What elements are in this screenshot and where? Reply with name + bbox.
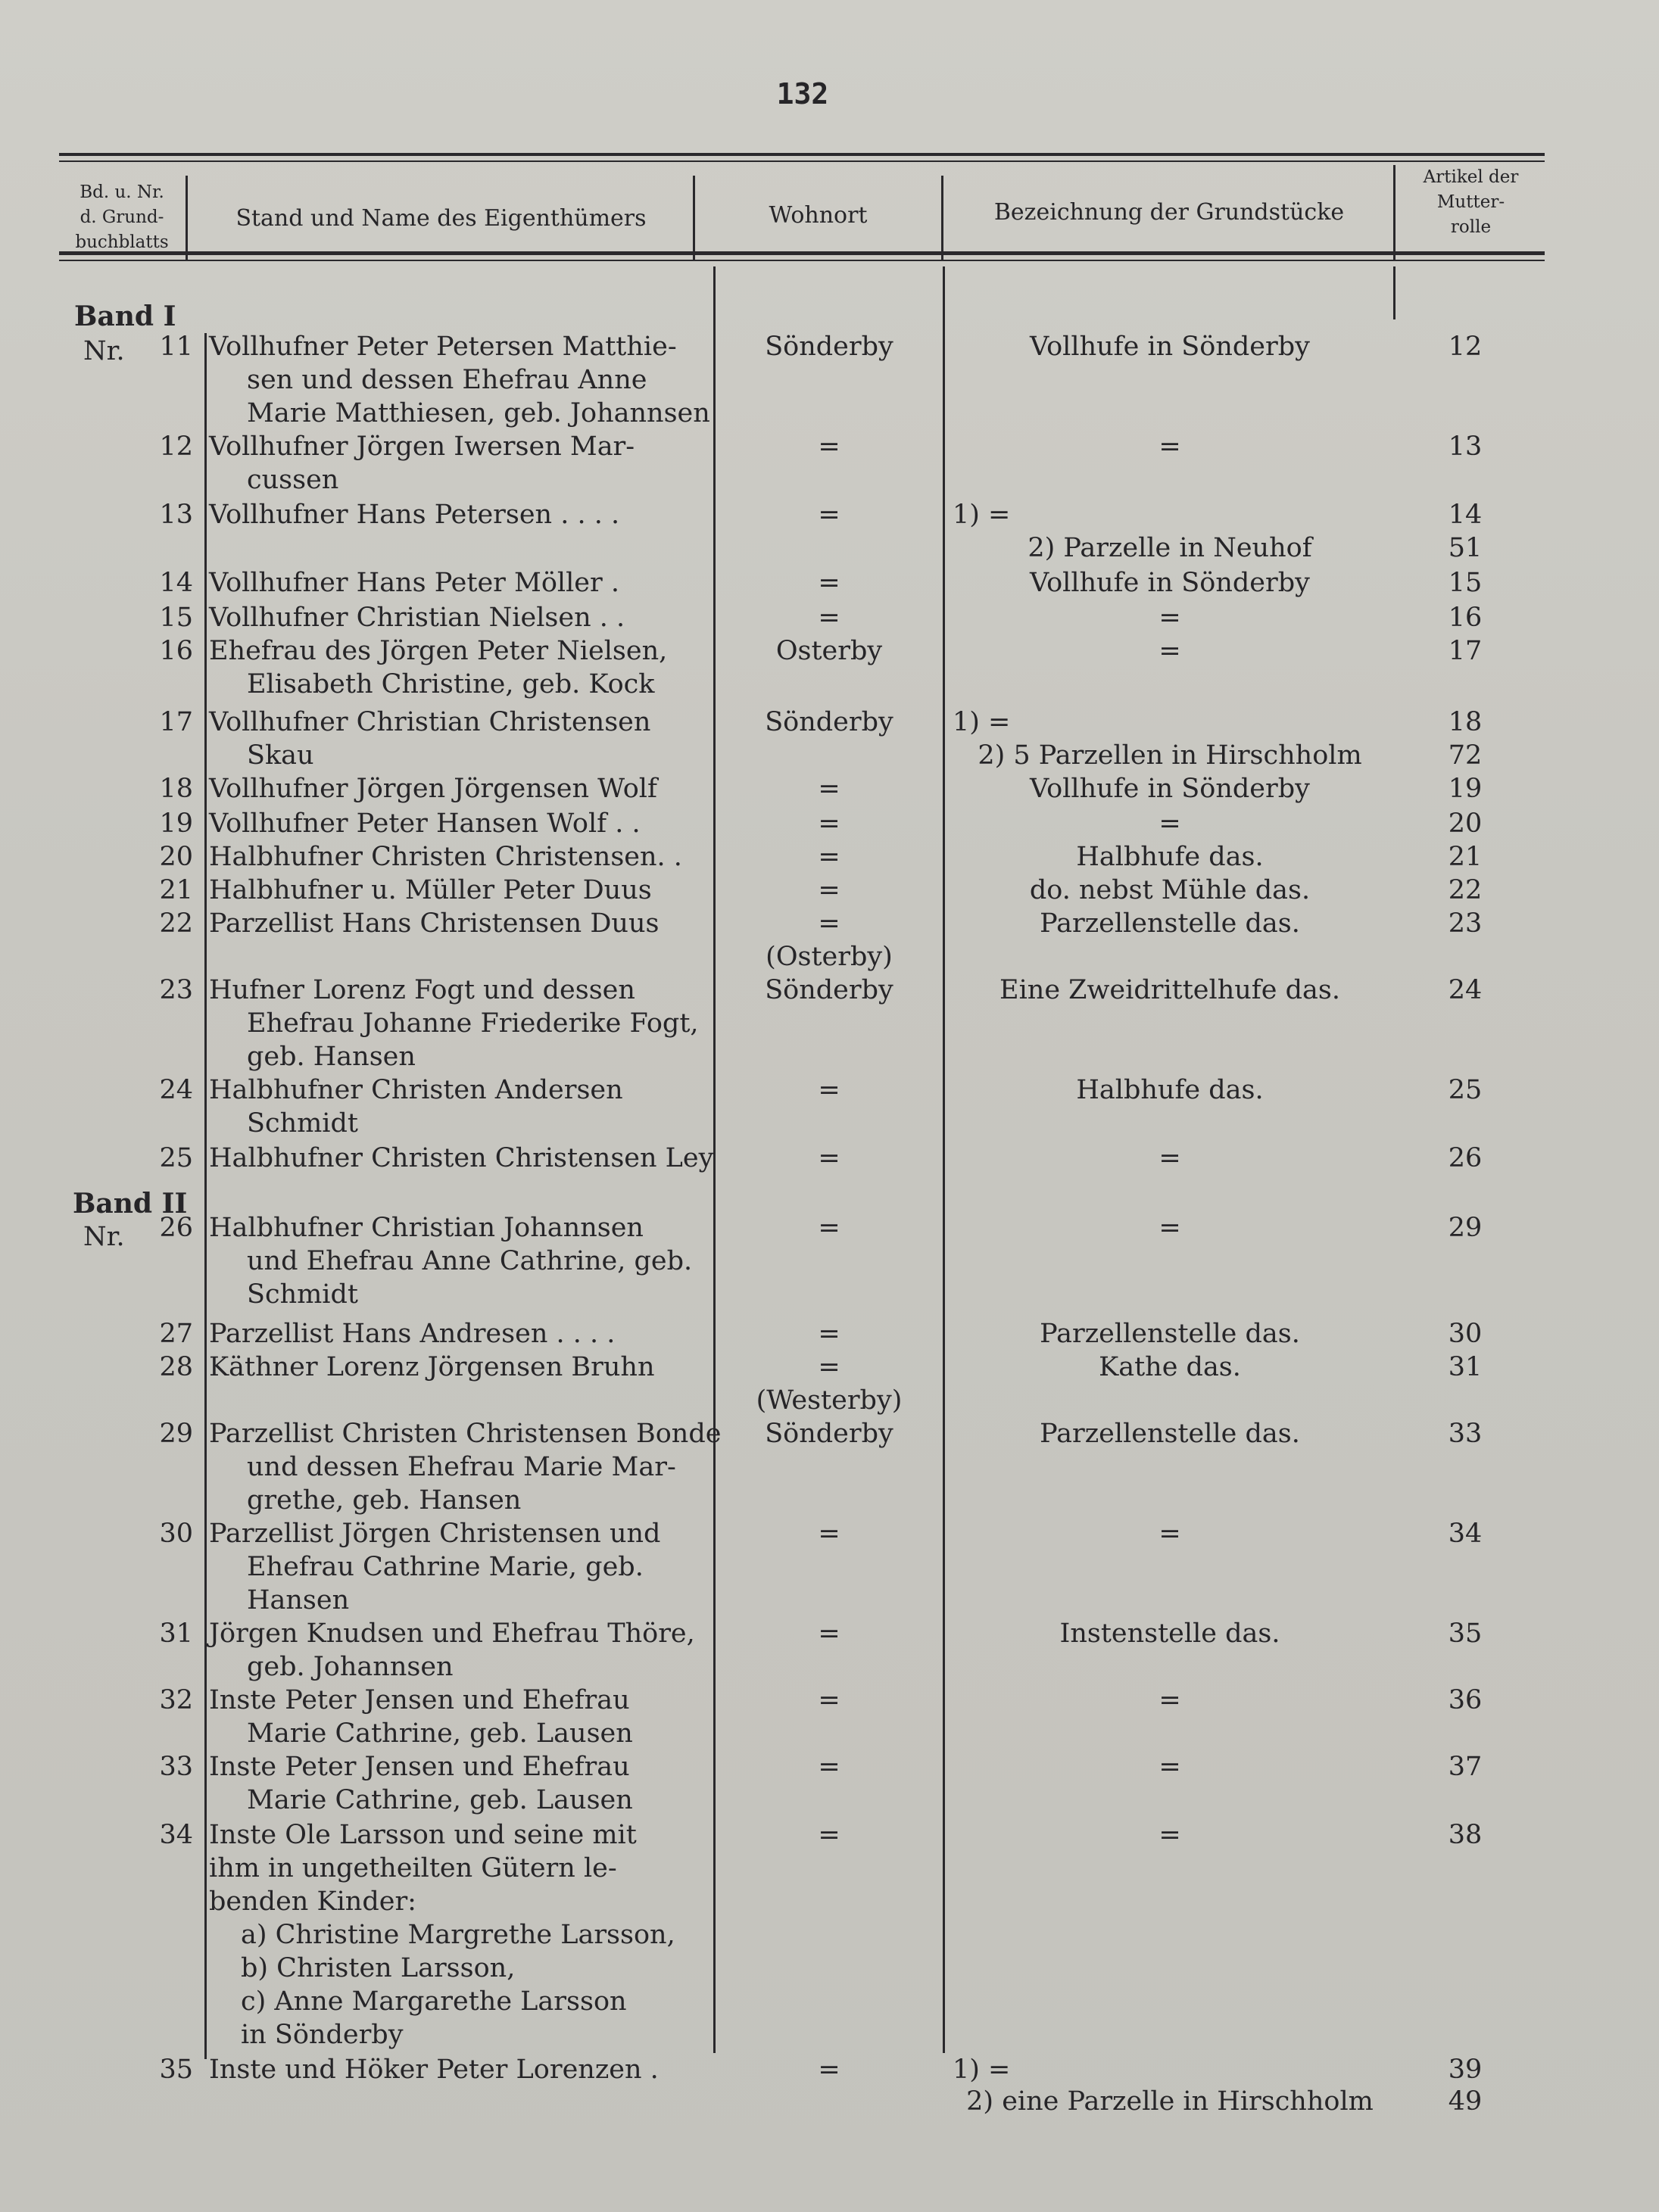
row-number: 28 — [159, 1352, 193, 1382]
property-description: = — [1158, 431, 1181, 462]
row-number: 22 — [159, 908, 193, 939]
article-number: 72 — [1448, 740, 1483, 771]
property-description: Halbhufe das. — [1076, 1075, 1264, 1105]
article-number: 14 — [1448, 500, 1483, 530]
article-number: 37 — [1448, 1752, 1483, 1782]
article-number: 19 — [1448, 774, 1483, 804]
row-number: 23 — [159, 975, 193, 1005]
owner-name-line: Parzellist Jörgen Christensen und — [209, 1519, 661, 1549]
owner-name-line: Vollhufner Christian Christensen — [209, 707, 651, 737]
col-divider — [1393, 266, 1395, 319]
residence: Sönderby — [765, 1419, 893, 1449]
owner-name-line: benden Kinder: — [209, 1886, 416, 1917]
header-residence: Wohnort — [769, 202, 868, 229]
residence: = — [818, 1075, 840, 1105]
article-number: 29 — [1448, 1213, 1483, 1243]
row-number: 13 — [159, 500, 193, 530]
property-description: = — [1158, 1752, 1181, 1782]
owner-name-line: cussen — [247, 465, 339, 495]
top-rule-thin — [59, 160, 1545, 162]
row-number: 26 — [159, 1213, 193, 1243]
residence: = — [818, 842, 840, 872]
article-number: 16 — [1448, 603, 1483, 633]
residence: = — [818, 1213, 840, 1243]
article-number: 39 — [1448, 2055, 1483, 2085]
row-number: 30 — [159, 1519, 193, 1549]
owner-name-line: und dessen Ehefrau Marie Mar- — [247, 1452, 676, 1482]
property-description: Parzellenstelle das. — [1040, 908, 1300, 939]
owner-name-line: Marie Matthiesen, geb. Johannsen — [247, 398, 710, 428]
property-description: = — [1158, 1820, 1181, 1850]
owner-name-line: c) Anne Margarethe Larsson — [241, 1986, 627, 2017]
owner-name-line: Parzellist Christen Christensen Bonde — [209, 1419, 722, 1449]
residence: = — [818, 431, 840, 462]
residence: (Westerby) — [756, 1385, 903, 1416]
property-enumerator: 1) = — [953, 707, 1011, 737]
owner-name-line: Vollhufner Hans Peter Möller . — [209, 568, 620, 598]
row-number: 31 — [159, 1618, 193, 1649]
owner-name-line: Inste Ole Larsson und seine mit — [209, 1820, 637, 1850]
row-number: 33 — [159, 1752, 193, 1782]
article-number: 17 — [1448, 636, 1483, 666]
row-number: 25 — [159, 1143, 193, 1173]
property-description: Parzellenstelle das. — [1040, 1419, 1300, 1449]
residence: = — [818, 568, 840, 598]
article-number: 30 — [1448, 1319, 1483, 1349]
property-description: Halbhufe das. — [1076, 842, 1264, 872]
header-rule-thin — [59, 260, 1545, 261]
owner-name-line: Vollhufner Peter Petersen Matthie- — [209, 332, 677, 362]
property-description: = — [1158, 636, 1181, 666]
property-description: = — [1158, 808, 1181, 839]
row-number: 12 — [159, 431, 193, 462]
article-number: 13 — [1448, 431, 1483, 462]
row-number: 17 — [159, 707, 193, 737]
property-description: do. nebst Mühle das. — [1029, 875, 1311, 905]
owner-name-line: Vollhufner Peter Hansen Wolf . . — [209, 808, 641, 839]
article-number: 49 — [1448, 2086, 1483, 2117]
owner-name-line: Hansen — [247, 1585, 350, 1615]
owner-name-line: Inste und Höker Peter Lorenzen . — [209, 2055, 659, 2085]
owner-name-line: Schmidt — [247, 1108, 358, 1139]
owner-name-line: geb. Hansen — [247, 1042, 416, 1072]
col-divider — [204, 333, 207, 2059]
owner-name-line: Jörgen Knudsen und Ehefrau Thöre, — [209, 1618, 695, 1649]
row-number: 15 — [159, 603, 193, 633]
residence: = — [818, 2055, 840, 2085]
owner-name-line: Vollhufner Jörgen Iwersen Mar- — [209, 431, 635, 462]
property-description: = — [1158, 1519, 1181, 1549]
row-number: 21 — [159, 875, 193, 905]
property-description: Vollhufe in Sönderby — [1030, 568, 1310, 598]
residence: = — [818, 808, 840, 839]
owner-name-line: Halbhufner Christian Johannsen — [209, 1213, 644, 1243]
row-number: 11 — [159, 332, 193, 362]
article-number: 12 — [1448, 332, 1483, 362]
owner-name-line: in Sönderby — [241, 2020, 404, 2050]
residence: Sönderby — [765, 975, 893, 1005]
owner-name-line: Halbhufner Christen Andersen — [209, 1075, 623, 1105]
header-volume: Bd. u. Nr. d. Grund- buchblatts — [75, 182, 169, 252]
article-number: 23 — [1448, 908, 1483, 939]
owner-name-line: a) Christine Margrethe Larsson, — [241, 1920, 675, 1950]
header-rule — [59, 251, 1545, 255]
residence: = — [818, 1618, 840, 1649]
nr-prefix: Nr. — [83, 1222, 125, 1252]
row-number: 20 — [159, 842, 193, 872]
residence: = — [818, 1319, 840, 1349]
col-divider — [1393, 165, 1395, 260]
article-number: 34 — [1448, 1519, 1483, 1549]
owner-name-line: Parzellist Hans Andresen . . . . — [209, 1319, 616, 1349]
col-divider — [941, 176, 943, 260]
owner-name-line: grethe, geb. Hansen — [247, 1485, 522, 1516]
property-description: = — [1158, 1685, 1181, 1715]
article-number: 18 — [1448, 707, 1483, 737]
property-description: 2) Parzelle in Neuhof — [1028, 533, 1312, 563]
owner-name-line: Vollhufner Jörgen Jörgensen Wolf — [209, 774, 657, 804]
owner-name-line: Schmidt — [247, 1279, 358, 1310]
owner-name-line: Marie Cathrine, geb. Lausen — [247, 1718, 633, 1749]
residence: = — [818, 774, 840, 804]
col-divider — [186, 176, 188, 260]
residence: = — [818, 500, 840, 530]
owner-name-line: und Ehefrau Anne Cathrine, geb. — [247, 1246, 693, 1276]
row-number: 32 — [159, 1685, 193, 1715]
residence: = — [818, 1685, 840, 1715]
property-description: Vollhufe in Sönderby — [1030, 332, 1310, 362]
owner-name-line: Vollhufner Hans Petersen . . . . — [209, 500, 620, 530]
row-number: 19 — [159, 808, 193, 839]
article-number: 36 — [1448, 1685, 1483, 1715]
article-number: 38 — [1448, 1820, 1483, 1850]
owner-name-line: Halbhufner u. Müller Peter Duus — [209, 875, 652, 905]
property-enumerator: 1) = — [953, 500, 1011, 530]
property-description: = — [1158, 603, 1181, 633]
property-description: = — [1158, 1143, 1181, 1173]
page-number: 132 — [776, 77, 829, 111]
row-number: 16 — [159, 636, 193, 666]
article-number: 25 — [1448, 1075, 1483, 1105]
residence: = — [818, 875, 840, 905]
owner-name-line: Inste Peter Jensen und Ehefrau — [209, 1685, 630, 1715]
owner-name-line: Ehefrau Johanne Friederike Fogt, — [247, 1008, 699, 1039]
property-description: Vollhufe in Sönderby — [1030, 774, 1310, 804]
owner-name-line: Marie Cathrine, geb. Lausen — [247, 1785, 633, 1815]
owner-name-line: ihm in ungetheilten Gütern le- — [209, 1853, 617, 1883]
residence: (Osterby) — [766, 942, 893, 972]
owner-name-line: Käthner Lorenz Jörgensen Bruhn — [209, 1352, 655, 1382]
residence: Sönderby — [765, 707, 893, 737]
property-description: Eine Zweidrittelhufe das. — [999, 975, 1340, 1005]
residence: = — [818, 1820, 840, 1850]
owner-name-line: Halbhufner Christen Christensen. . — [209, 842, 682, 872]
property-description: 2) eine Parzelle in Hirschholm — [966, 2086, 1374, 2117]
property-description: = — [1158, 1213, 1181, 1243]
residence: = — [818, 1352, 840, 1382]
article-number: 26 — [1448, 1143, 1483, 1173]
row-number: 35 — [159, 2055, 193, 2085]
owner-name-line: b) Christen Larsson, — [241, 1953, 516, 1983]
article-number: 15 — [1448, 568, 1483, 598]
owner-name-line: Inste Peter Jensen und Ehefrau — [209, 1752, 630, 1782]
nr-prefix: Nr. — [83, 336, 125, 366]
header-owner: Stand und Name des Eigenthümers — [235, 205, 647, 232]
property-enumerator: 1) = — [953, 2055, 1011, 2085]
header-article: Artikel der Mutter- rolle — [1423, 167, 1519, 237]
owner-name-line: Hufner Lorenz Fogt und dessen — [209, 975, 635, 1005]
property-description: Kathe das. — [1099, 1352, 1241, 1382]
residence: = — [818, 1519, 840, 1549]
owner-name-line: sen und dessen Ehefrau Anne — [247, 365, 647, 395]
article-number: 33 — [1448, 1419, 1483, 1449]
residence: = — [818, 1752, 840, 1782]
article-number: 22 — [1448, 875, 1483, 905]
article-number: 24 — [1448, 975, 1483, 1005]
owner-name-line: Ehefrau des Jörgen Peter Nielsen, — [209, 636, 668, 666]
owner-name-line: Vollhufner Christian Nielsen . . — [209, 603, 625, 633]
owner-name-line: Parzellist Hans Christensen Duus — [209, 908, 660, 939]
article-number: 35 — [1448, 1618, 1483, 1649]
residence: = — [818, 908, 840, 939]
header-property: Bezeichnung der Grundstücke — [993, 199, 1345, 226]
band-label: Band I — [74, 301, 176, 332]
row-number: 14 — [159, 568, 193, 598]
property-description: Parzellenstelle das. — [1040, 1319, 1300, 1349]
owner-name-line: Halbhufner Christen Christensen Ley — [209, 1143, 714, 1173]
top-rule — [59, 153, 1545, 156]
residence: Sönderby — [765, 332, 893, 362]
col-divider — [713, 266, 716, 2053]
property-description: Instenstelle das. — [1059, 1618, 1280, 1649]
col-divider — [943, 266, 945, 2053]
article-number: 20 — [1448, 808, 1483, 839]
owner-name-line: Ehefrau Cathrine Marie, geb. — [247, 1552, 644, 1582]
article-number: 31 — [1448, 1352, 1483, 1382]
residence: = — [818, 1143, 840, 1173]
owner-name-line: Elisabeth Christine, geb. Kock — [247, 669, 655, 699]
residence: Osterby — [775, 636, 883, 666]
article-number: 51 — [1448, 533, 1483, 563]
owner-name-line: Skau — [247, 740, 314, 771]
row-number: 29 — [159, 1419, 193, 1449]
row-number: 34 — [159, 1820, 193, 1850]
owner-name-line: geb. Johannsen — [247, 1652, 454, 1682]
row-number: 24 — [159, 1075, 193, 1105]
row-number: 27 — [159, 1319, 193, 1349]
band-label: Band II — [73, 1188, 188, 1220]
residence: = — [818, 603, 840, 633]
article-number: 21 — [1448, 842, 1483, 872]
property-description: 2) 5 Parzellen in Hirschholm — [978, 740, 1362, 771]
row-number: 18 — [159, 774, 193, 804]
